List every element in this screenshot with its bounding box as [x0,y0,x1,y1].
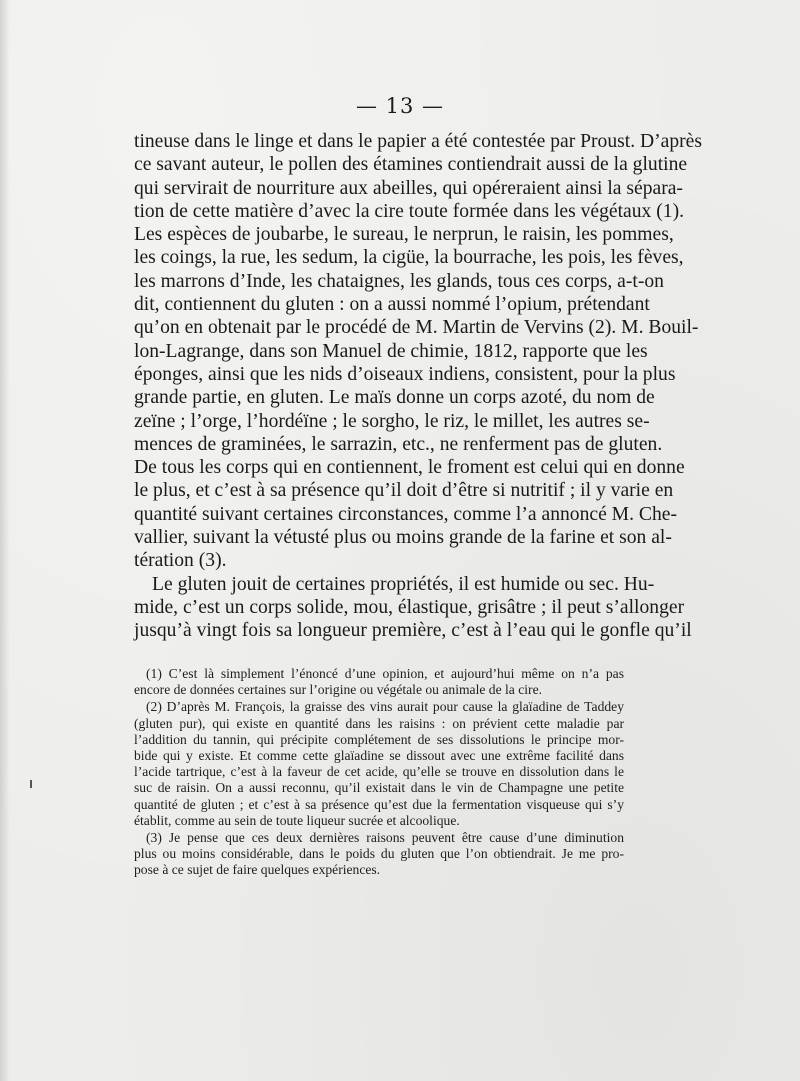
body-line: ce savant auteur, le pollen des étamines contiendrait aussi de la glutine [134,154,688,176]
footnote-line: l’acide tartrique, c’est à la faveur de cet acide, qu’elle se trouve en dissolution dans le [134,764,624,780]
body-line: mide, c’est un corps solide, mou, élastique, grisâtre ; il peut s’allonger [134,596,685,618]
footnote-line: (gluten pur), qui existe en quantité dans les raisins : on prévient cette maladie par [134,715,624,731]
page-gutter-shadow [0,0,10,1081]
body-line: quantité suivant certaines circonstances, comme l’a annoncé M. Che- [134,503,677,525]
footnote-line: (3) Je pense que ces deux dernières raisons peuvent être cause d’une diminution [146,830,624,846]
body-line: dit, contiennent du gluten : on a aussi nommé l’opium, prétendant [134,294,650,316]
body-line: tération (3). [134,550,227,572]
footnote-line: quantité de gluten ; et c’est à sa présence qu’est due la fermentation visqueuse qui s’y [134,796,624,812]
body-line: De tous les corps qui en contiennent, le froment est celui qui en donne [134,457,685,479]
footnote-line: suc de raisin. On a aussi reconnu, qu’il existait dans le vin de Champagne une petite [134,780,624,796]
body-line: éponges, ainsi que les nids d’oiseaux indiens, consistent, pour la plus [134,363,676,385]
footnotes [134,666,624,880]
footnote-line: pose à ce sujet de faire quelques expériences. [134,862,381,878]
body-line: Le gluten jouit de certaines propriétés, il est humide ou sec. Hu- [152,573,655,595]
body-line: tineuse dans le linge et dans le papier a été contestée par Proust. D’après [134,131,703,152]
body-line: les marrons d’Inde, les chataignes, les glands, tous ces corps, a-t-on [134,270,664,292]
main-body-text [134,130,703,643]
body-line: qu’on en obtenait par le procédé de M. Martin de Vervins (2). M. Bouil- [134,317,699,339]
footnote-line: encore de données certaines sur l’origine ou végétale ou animale de la cire. [134,682,543,698]
body-line: jusqu’à vingt fois sa longueur première, c’est à l’eau qui le gonfle qu’il [134,620,692,642]
body-line: lon-Lagrange, dans son Manuel de chimie, 1812, rapporte que les [134,340,648,362]
body-line: vallier, suivant la vétusté plus ou moins grande de la farine et son al- [134,527,672,549]
footnote-line: l’addition du tannin, qui précipite complétement de ses dissolutions le principe mor- [134,731,624,747]
page-number: — 13 — [355,94,445,118]
body-line: mences de graminées, le sarrazin, etc., ne renferment pas de gluten. [134,433,663,455]
body-line: tion de cette matière d’avec la cire toute formée dans les végétaux (1). [134,200,684,222]
footnote-line: (2) D’après M. François, la graisse des vins aurait pour cause la glaïadine de Taddey [146,699,624,715]
margin-mark [30,780,32,788]
footnote-line: bide qui y existe. Et comme cette glaïadine se dissout avec une extrême facilité dans [134,748,624,764]
body-line: les coings, la rue, les sedum, la cigüe, la bourrache, les pois, les fèves, [134,247,684,269]
footnote-line: plus ou moins considérable, dans le poids du gluten que l’on obtiendrait. Je me pro- [134,846,624,862]
footnote-line: (1) C’est là simplement l’énoncé d’une opinion, et aujourd’hui même on n’a pas [146,666,624,681]
body-line: grande partie, en gluten. Le maïs donne un corps azoté, du nom de [134,387,655,409]
footnote-line: établit, comme au sein de toute liqueur sucrée et alcoolique. [134,812,460,828]
footnote-2 [134,699,624,829]
body-line: Les espèces de joubarbe, le sureau, le nerprun, le raisin, les pommes, [134,224,674,246]
footnote-1 [134,666,624,698]
body-line: le plus, et c’est à sa présence qu’il doit d’être si nutritif ; il y varie en [134,480,674,502]
body-line: zeïne ; l’orge, l’hordéïne ; le sorgho, le riz, le millet, les autres se- [134,410,650,432]
body-line: qui servirait de nourriture aux abeilles, qui opéreraient ainsi la sépara- [134,177,683,199]
footnote-3 [134,830,624,879]
